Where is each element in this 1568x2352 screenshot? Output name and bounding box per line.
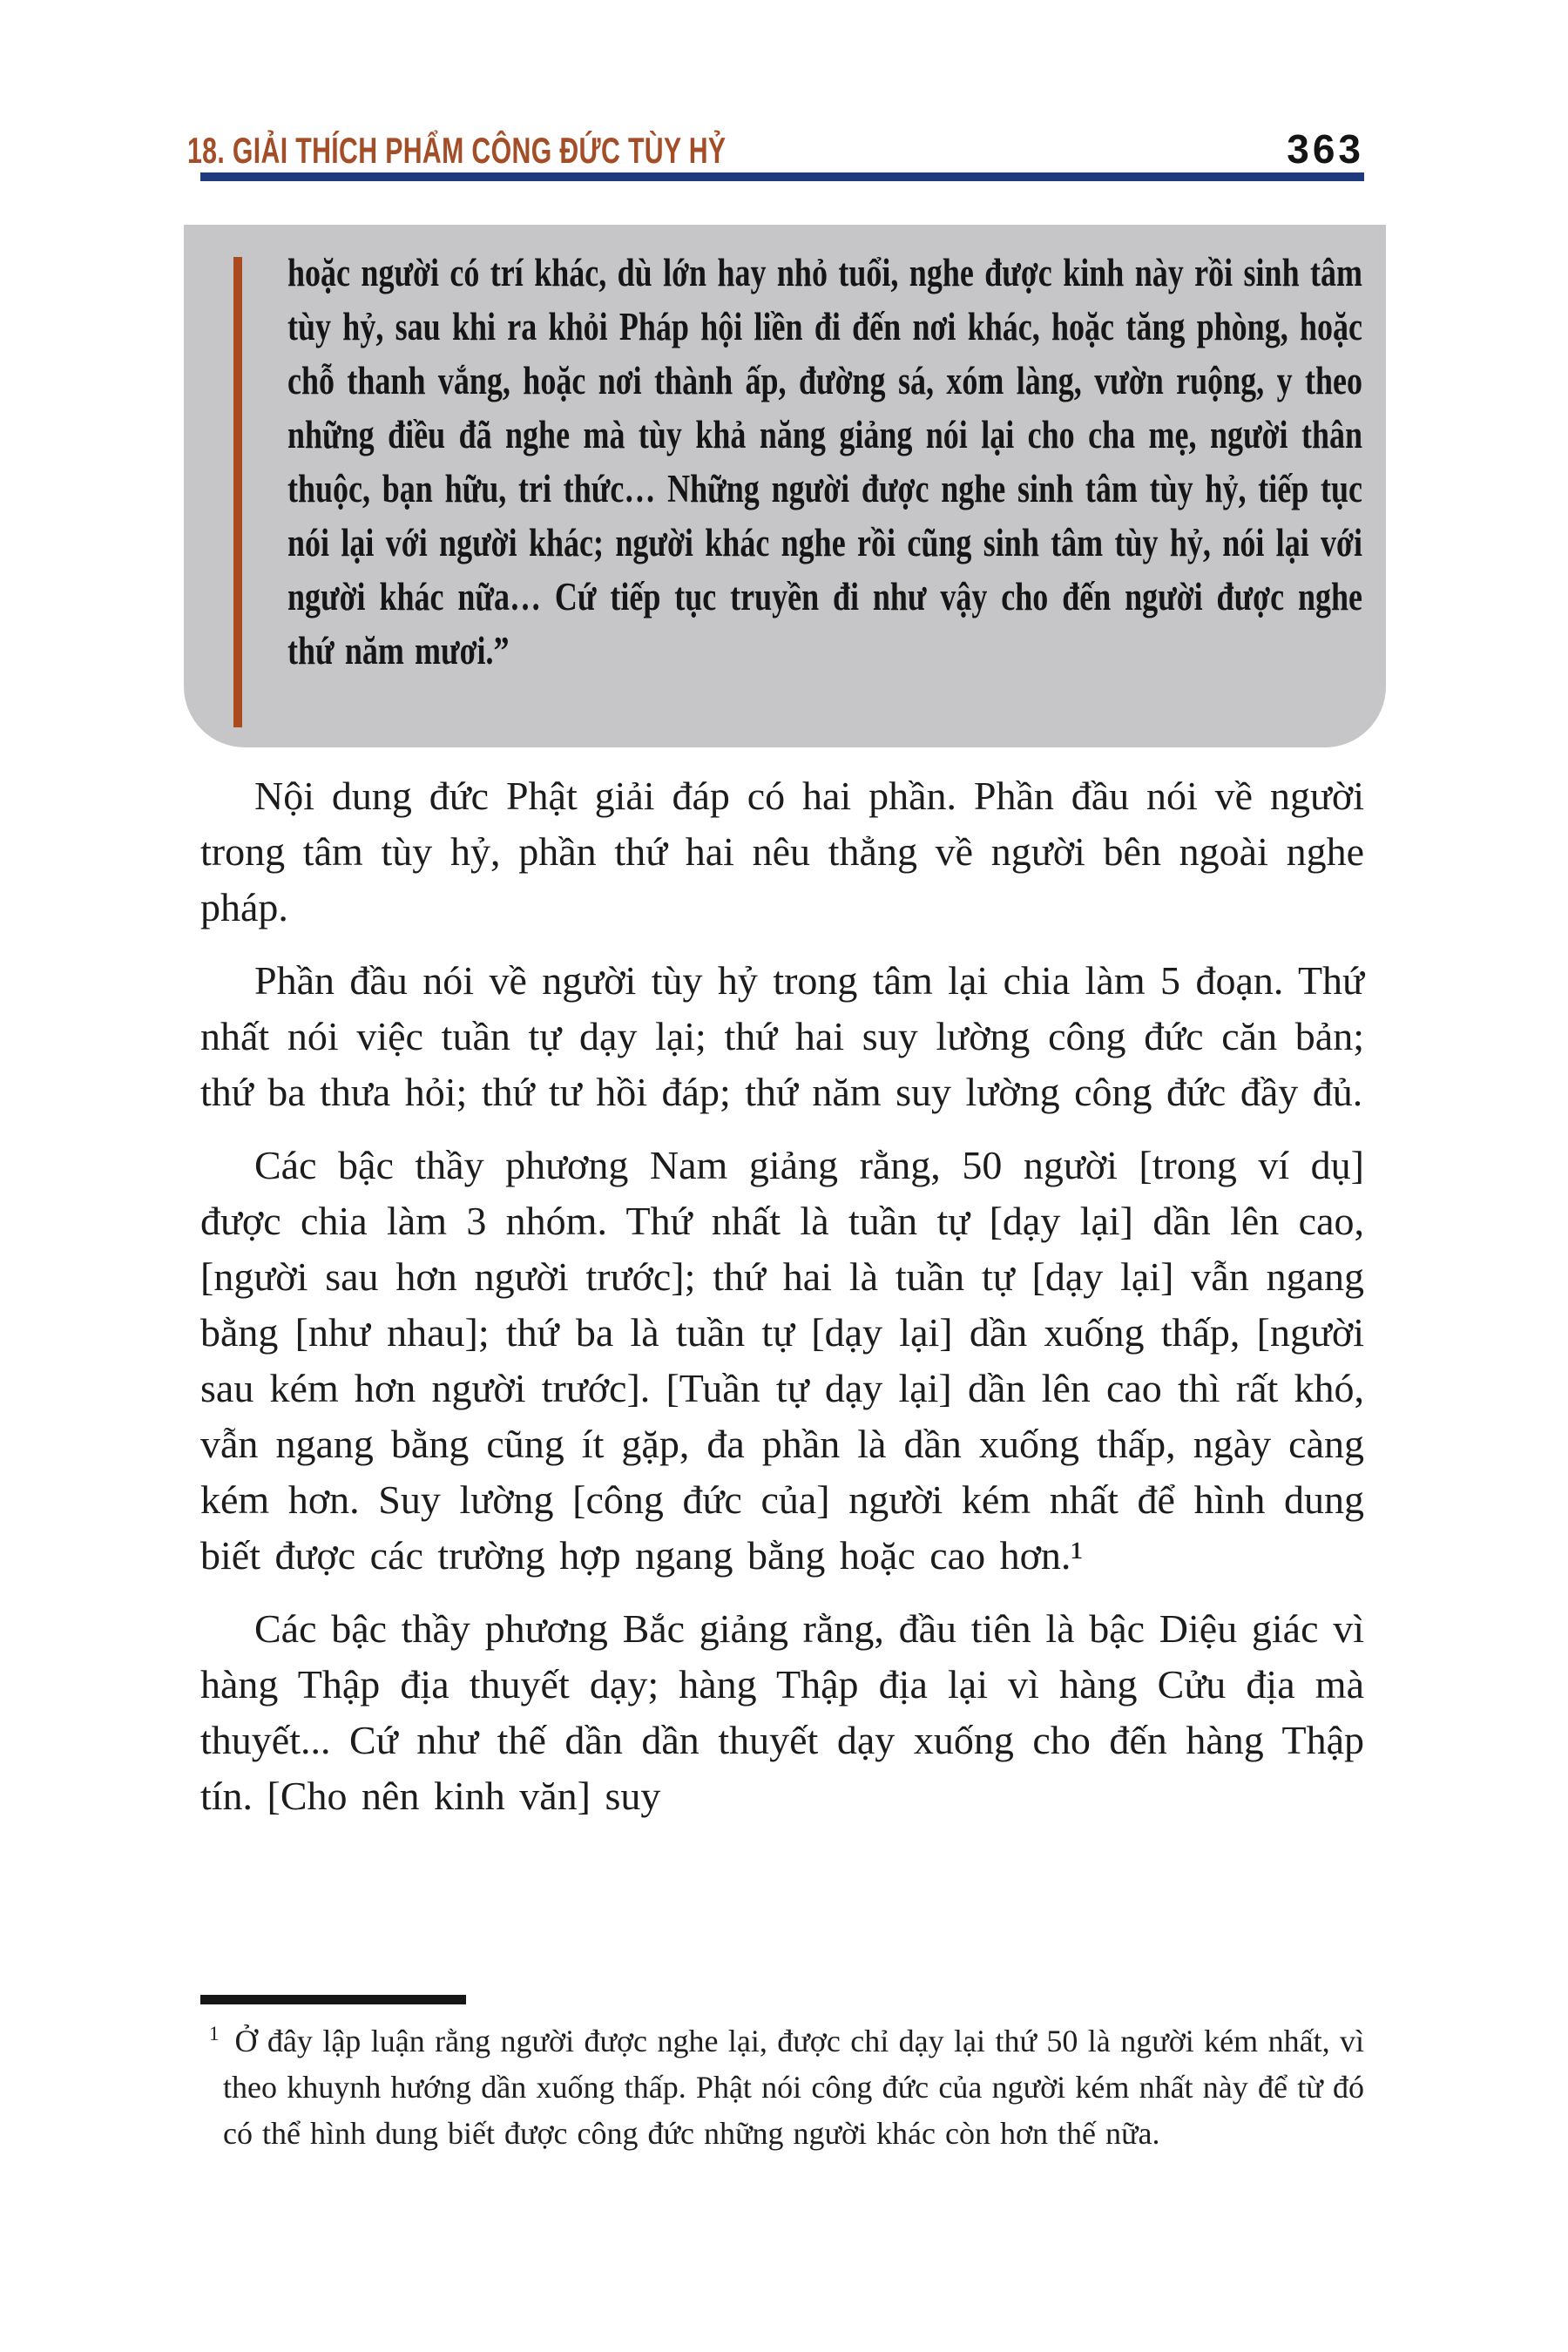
footnote-marker: 1 — [209, 2023, 220, 2044]
footnote-separator-rule — [200, 1995, 466, 2004]
footnote-text: Ở đây lập luận rằng người được nghe lại, được chỉ dạy lại thứ 50 là người kém nhất, vì theo khuynh hướng dần xuống thấp. Phật nói công đức của người kém nhất này để từ đó có thể hình dung biết được công đức những người khác còn hơn thế nữa. — [223, 2024, 1364, 2151]
sutra-quote-text: hoặc người có trí khác, dù lớn hay nhỏ tuổi, nghe được kinh này rồi sinh tâm tùy hỷ, sau khi ra khỏi Pháp hội liền đi đến nơi khác, hoặc tăng phòng, hoặc chỗ thanh vắng, hoặc nơi thành ấp, đường sá, xóm làng, vườn ruộng, y theo những điều đã nghe mà tùy khả năng giảng nói lại cho cha mẹ, người thân thuộc, bạn hữu, tri thức… Những người được nghe sinh tâm tùy hỷ, tiếp tục nói lại với người khác; người khác nghe rồi cũng sinh tâm tùy hỷ, nói lại với người khác nữa… Cứ tiếp tục truyền đi như vậy cho đến người được nghe thứ năm mươi.” — [287, 251, 1362, 672]
paragraph-3: Các bậc thầy phương Nam giảng rằng, 50 người [trong ví dụ] được chia làm 3 nhóm. Thứ nhất là tuần tự [dạy lại] dần lên cao, [người sau hơn người trước]; thứ hai là tuần tự [dạy lại] vẫn ngang bằng [như nhau]; thứ ba là tuần tự [dạy lại] dần xuống thấp, [người sau kém hơn người trước]. [Tuần tự dạy lại] dần lên cao thì rất khó, vẫn ngang bằng cũng ít gặp, đa phần là dần xuống thấp, ngày càng kém hơn. Suy lường [công đức của] người kém nhất để hình dung biết được các trường hợp ngang bằng hoặc cao hơn.¹ — [200, 1143, 1364, 1578]
sutra-quote-block — [184, 225, 1386, 747]
footnote-section — [200, 1995, 1364, 2157]
sutra-quote-textwrap — [287, 246, 1362, 739]
paragraph-2: Phần đầu nói về người tùy hỷ trong tâm lại chia làm 5 đoạn. Thứ nhất nói việc tuần tự dạy lại; thứ hai suy lường công đức căn bản; thứ ba thưa hỏi; thứ tư hồi đáp; thứ năm suy lường công đức đầy đủ. — [200, 958, 1364, 1114]
chapter-header-title: 18. GIẢI THÍCH PHẨM CÔNG ĐỨC TÙY HỶ — [187, 130, 727, 171]
page-number: 363 — [1287, 126, 1364, 172]
footnote — [200, 2018, 1364, 2157]
quote-accent-bar — [233, 257, 242, 727]
header-rule — [200, 172, 1364, 181]
body-text — [200, 768, 1364, 1842]
paragraph-1: Nội dung đức Phật giải đáp có hai phần. Phần đầu nói về người trong tâm tùy hỷ, phần thứ hai nêu thẳng về người bên ngoài nghe pháp. — [200, 774, 1364, 929]
paragraph-4: Các bậc thầy phương Bắc giảng rằng, đầu tiên là bậc Diệu giác vì hàng Thập địa thuyết dạy; hàng Thập địa lại vì hàng Cửu địa mà thuyết... Cứ như thế dần dần thuyết dạy xuống cho đến hàng Thập tín. [Cho nên kinh văn] suy — [200, 1606, 1364, 1818]
